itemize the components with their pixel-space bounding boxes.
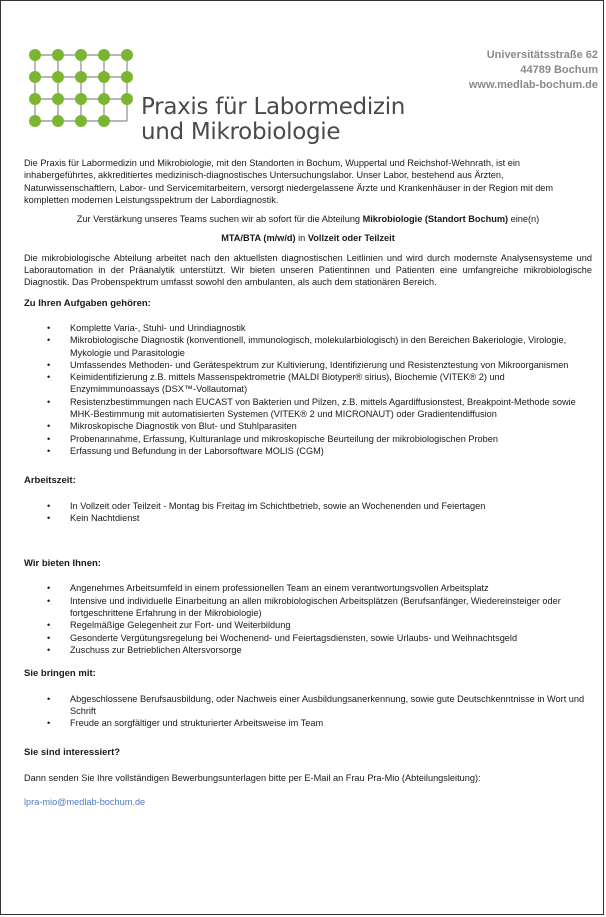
list-item: • Zuschuss zur Betrieblichen Altersvorsorge bbox=[47, 644, 242, 655]
interest-paragraph: Dann senden Sie Ihre vollständigen Bewerbungsunterlagen bitte per E-Mail an Frau Pra-Mio (Abteilungsleitung): bbox=[24, 772, 481, 783]
search-prefix: Zur Verstärkung unseres Teams suchen wir ab sofort für die Abteilung bbox=[76, 214, 363, 225]
address-city: 44789 Bochum bbox=[520, 64, 598, 76]
intro-paragraph: Die Praxis für Labormedizin und Mikrobiologie, mit den Standorten in Bochum, Wuppertal und Reichshof-Wehnrath, ist ein inhabergeführtes, akkreditiertes medizinisch-diagnostisches Untersuchungslabor. Unser Labor, bestehend aus Ärzten, Naturwissenschaftlern, Labor- und Servicemitarbeitern, versorgt niedergelassene Ärzte und Krankenhäuser in der Region mit dem kompletten modernen Leistungsspektrum der Labordiagnostik. bbox=[24, 158, 554, 205]
tasks-list bbox=[24, 322, 592, 457]
search-sentence bbox=[24, 213, 592, 225]
bullet-icon: • bbox=[47, 595, 51, 606]
bullet-icon: • bbox=[47, 359, 51, 370]
bullet-icon: • bbox=[47, 396, 51, 407]
list-item: • Kein Nachtdienst bbox=[47, 512, 140, 523]
list-item: • Mikrobiologische Diagnostik (konventionell, immunologisch, molekularbiologisch) in den Bereichen Bakeriologie, Virologie, Mykologie und Parasitologie bbox=[47, 335, 567, 358]
bullet-icon: • bbox=[47, 644, 51, 655]
list-item: • Freude an sorgfältiger und strukturierter Arbeitsweise im Team bbox=[47, 718, 324, 729]
address-block bbox=[469, 48, 598, 93]
bullet-icon: • bbox=[47, 335, 51, 346]
bullet-icon: • bbox=[47, 500, 51, 511]
list-item: • Intensive und individuelle Einarbeitung an allen mikrobiologischen Arbeitsplätzen (Berufsanfänger, Wiedereinsteiger oder fortgeschrittene Erfahrung in der Mikrobiologie) bbox=[47, 595, 561, 619]
tasks-heading: Zu Ihren Aufgaben gehören: bbox=[24, 297, 151, 309]
website-link[interactable]: www.medlab-bochum.de bbox=[468, 79, 598, 91]
bullet-icon: • bbox=[47, 693, 51, 704]
position-mode: Vollzeit oder Teilzeit bbox=[307, 233, 395, 244]
position-title bbox=[24, 232, 592, 244]
bullet-icon: • bbox=[47, 512, 51, 523]
list-item: • Umfassendes Methoden- und Gerätespektrum zur Kultivierung, Identifizierung und Resistenztestung von Mikroorganismen bbox=[47, 359, 569, 370]
practice-name-line1: Praxis für Labormedizin bbox=[141, 94, 406, 120]
list-item: • Mikroskopische Diagnostik von Blut- und Stuhlparasiten bbox=[47, 421, 297, 432]
interest-heading: Sie sind interessiert? bbox=[24, 747, 121, 759]
bullet-icon: • bbox=[47, 445, 51, 456]
bullet-icon: • bbox=[47, 583, 51, 594]
search-suffix: eine(n) bbox=[508, 214, 540, 225]
department-name: Mikrobiologie (Standort Bochum) bbox=[362, 214, 509, 225]
bullet-icon: • bbox=[47, 620, 51, 631]
list-item: • In Vollzeit oder Teilzeit - Montag bis Freitag im Schichtbetrieb, sowie an Wochenenden und Feiertagen bbox=[47, 500, 486, 511]
department-paragraph: Die mikrobiologische Abteilung arbeitet nach den aktuellsten diagnostischen Leitlinien und wird durch modernste Analysensysteme und Laborautomation in der Präanalytik unterstützt. Wir bieten unseren Patientinnen und Patienten eine umfangreiche mikrobiologische Diagnostik. Das Probenspektrum umfasst sowohl den ambulanten, als auch dem stationären Bereich. bbox=[24, 252, 592, 288]
worktime-heading: Arbeitszeit: bbox=[24, 475, 76, 487]
bullet-icon: • bbox=[47, 718, 51, 729]
list-item: • Abgeschlossene Berufsausbildung, oder Nachweis einer Ausbildungsanerkennung, sowie gute Deutschkenntnisse in Wort und Schrift bbox=[47, 693, 585, 716]
worktime-list bbox=[24, 500, 592, 525]
list-item: • Keimidentifizierung z.B. mittels Massenspektrometrie (MALDI Biotyper® sirius), Biochemie (VITEK® 2) und Enzymimmunoassays (DSX™-Vollautomat) bbox=[47, 372, 505, 395]
list-item: • Probenannahme, Erfassung, Kulturanlage und mikroskopische Beurteilung der mikrobiologischen Proben bbox=[47, 433, 498, 444]
practice-name-line2: und Mikrobiologie bbox=[141, 119, 341, 145]
position-name: MTA/BTA (m/w/d) bbox=[221, 233, 296, 244]
bullet-icon: • bbox=[47, 433, 51, 444]
bullet-icon: • bbox=[47, 372, 51, 383]
email-link[interactable]: lpra-mio@medlab-bochum.de bbox=[24, 796, 146, 807]
list-item: • Angenehmes Arbeitsumfeld in einem professionellen Team an einem verantwortungsvollen Arbeitsplatz bbox=[47, 583, 489, 594]
requirements-heading: Sie bringen mit: bbox=[24, 668, 96, 680]
list-item: • Gesonderte Vergütungsregelung bei Wochenend- und Feiertagsdiensten, sowie Urlaubs- und Weihnachtsgeld bbox=[47, 632, 518, 643]
list-item: • Erfassung und Befundung in der Laborsoftware MOLIS (CGM) bbox=[47, 445, 324, 456]
list-item: • Regelmäßige Gelegenheit zur Fort- und Weiterbildung bbox=[47, 620, 291, 631]
posting-content bbox=[24, 157, 592, 808]
address-street: Universitätsstraße 62 bbox=[486, 49, 598, 61]
bullet-icon: • bbox=[47, 632, 51, 643]
position-connector: in bbox=[295, 233, 308, 244]
offer-list bbox=[24, 582, 592, 656]
offer-heading: Wir bieten Ihnen: bbox=[24, 558, 101, 570]
bullet-icon: • bbox=[47, 421, 51, 432]
bullet-icon: • bbox=[47, 322, 51, 333]
list-item: • Komplette Varia-, Stuhl- und Urindiagnostik bbox=[47, 322, 246, 333]
lab-logo-icon bbox=[27, 47, 137, 139]
list-item: • Resistenzbestimmungen nach EUCAST von Bakterien und Pilzen, z.B. mittels Agardiffusionstest, Breakpoint-Methode sowie MHK-Bestimmung mit automatisierten Systemen (VITEK® 2 und MICRONAUT) oder Gradientendiffusion bbox=[47, 396, 576, 420]
practice-name bbox=[141, 95, 405, 145]
requirements-list bbox=[24, 693, 592, 730]
